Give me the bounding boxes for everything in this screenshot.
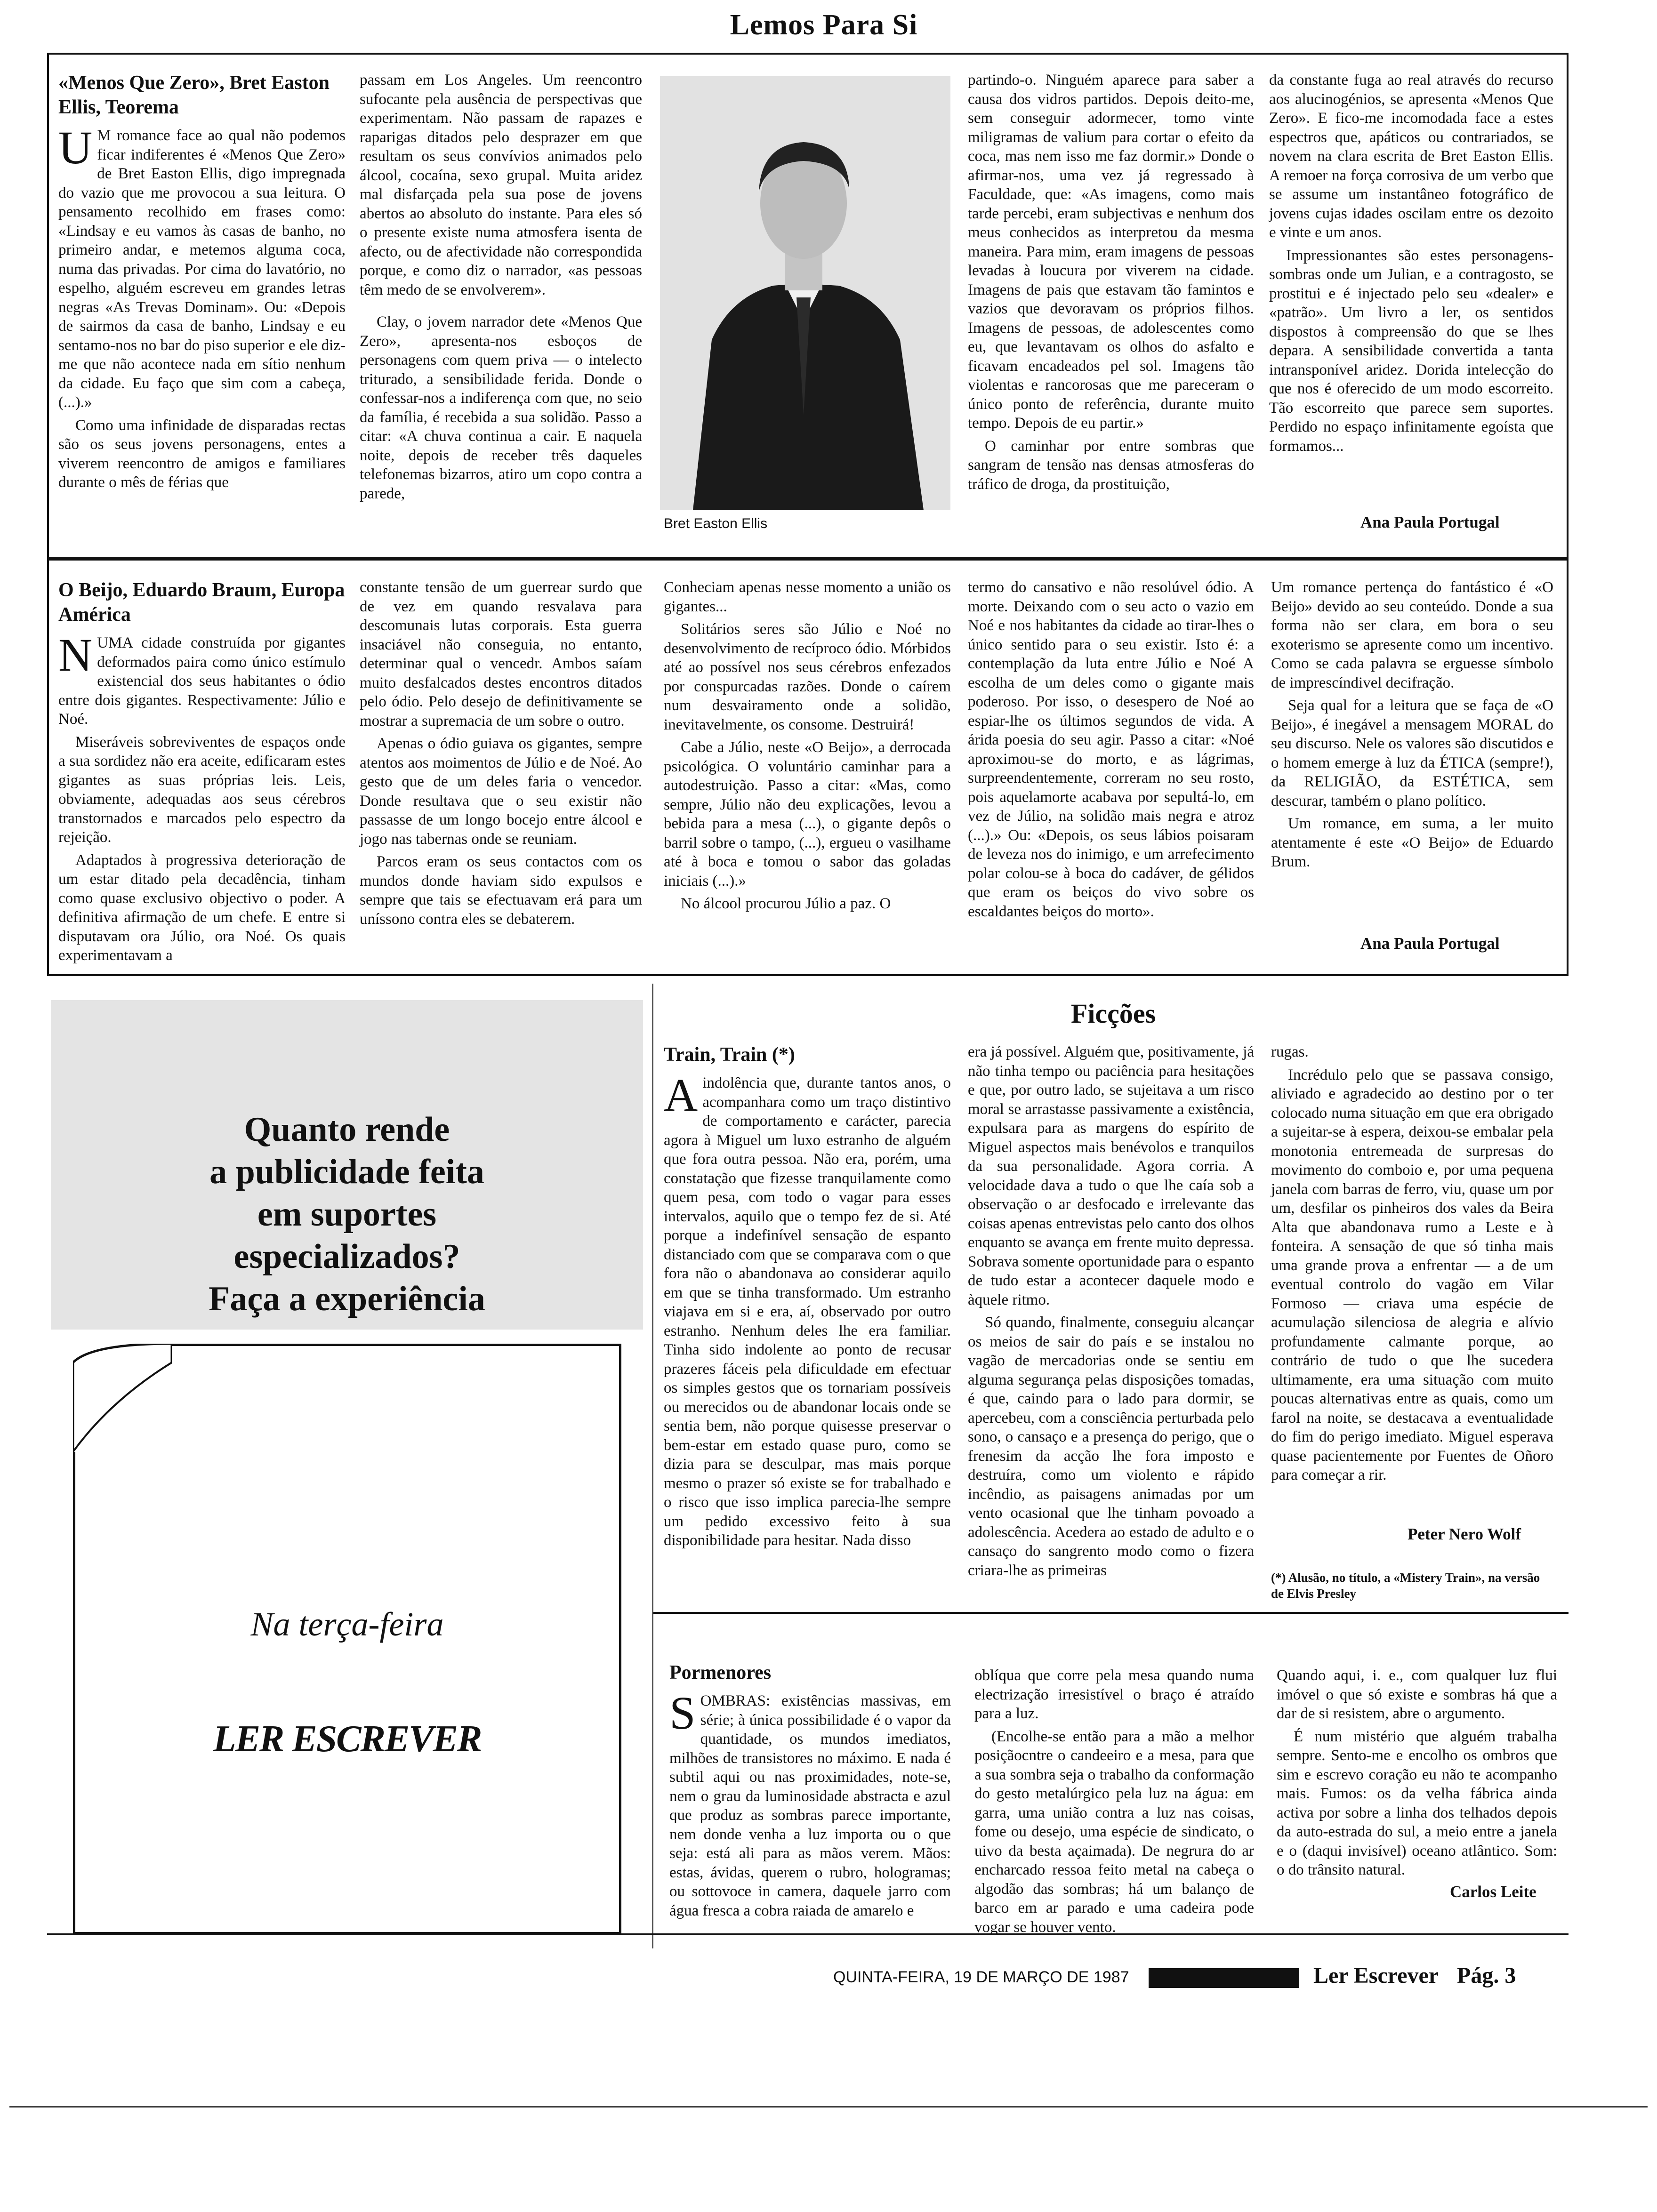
ficcoes-p4: rugas. — [1271, 1043, 1309, 1060]
article1-byline: Ana Paula Portugal — [1360, 513, 1500, 531]
page-curl-icon — [73, 1344, 172, 1452]
article1-col2 — [360, 71, 642, 507]
article1-p3: passam em Los Angeles. Um reencontro sufocante pela ausência de perspectivas que experimentam. Não passam de rapazes e raparigas ditados pelo desprazer em que resultam os seus convívios animados pelo álcool, cocaína, sexo grupal. Muita aridez mal disfarçada pela sua pose de jovens abertos ao absoluto do instante. Para eles só o presente existe numa atmosfera isenta de afecto, ou de afectividade não correspondida porque, e como diz o narrador, «as pessoas têm medo de se envolverem». — [360, 72, 642, 298]
article1-p8: Impressionantes são estes personagens-sombras onde um Julian, e a contragosto, se prostitui e é injectado pelo seu «dealer» e «patrão». Um livro a ler, os sentidos dispostos à compreensão do que se lhes depara. A sensibilidade convertida a tanta intransponível aridez. Dorida intelecção do que nos é oferecido de um modo escorreito. Tão escorreito que parece sem suportes. Perdido no espaço infinitamente egoísta que formamos... — [1269, 247, 1553, 455]
ad1-line4: especializados? — [233, 1237, 460, 1276]
pormenores-p3: (Encolhe-se então para a mão a melhor posiçãocntre o candeeiro e a mesa, para que a sua sombra seja o trabalho da conformação do gesto metalúrgico pela luz na água: em garra, uma união contra a luz nas coisas, fome ou desejo, uma espécie de sindicato, o uivo da besta açaimada). De negrura do ar encharcado ressoa feito metal na cabeça o algodão das sombras; há um balanço de barco em ar parado e uma cadeira pode vogar se houver vento. — [974, 1728, 1254, 1936]
pormenores-p5: É num mistério que alguém trabalha sempre. Sento-me e encolho os ombros que sim e escrevo coração eu não te acompanho mais. Fumos: os da velha fábrica ainda activa por sobre a linha dos telhados depois da auto-estrada do sul, a meio entre a janela e o (daqui invisível) oceano atlântico. Som: o do trânsito natural. — [1277, 1728, 1557, 1878]
article2-byline: Ana Paula Portugal — [1360, 934, 1500, 953]
author-portrait-image — [660, 76, 950, 510]
ad1-line3: em suportes — [257, 1195, 437, 1234]
ficcoes-p3: Só quando, finalmente, conseguiu alcançar os meios de sair do país e se instalou no vagão de mercadorias onde se sentiu em alguma segurança pelas disposições tomadas, é que, caindo para o lado para dormir, se apercebeu, com a consciência perturbada pelo sono, o cansaço e a presença do perigo, que o frenesim da acção lhe fora imposto e destruíra, como um violento e rápido incêndio, as paisagens animadas por um vento ocasional que lhe tinham povoado a adolescência. Acedera ao estado de adulto e o cansaço do sangrento modo como o fizera criara-lhe as primeiras — [968, 1314, 1254, 1579]
ficcoes-p2: era já possível. Alguém que, positivamente, já não tinha tempo ou paciência para hesitações e que, por outro lado, se sujeitava a um risco moral se arrastasse passivamente a existência, expulsara para as margens do espírito de Miguel aspectos mais benévolos e tranquilos da sua personalidade. Agora corria. A velocidade dava a tudo o que lhe caía sob a observação o ar desfocado e irrelevante das coisas apenas entrevistas pelo canto dos olhos enquanto se avança em frente muito depressa. Sobrava somente oportunidade para o espanto de tudo estar a acontecer daquele modo e àquele ritmo. — [968, 1043, 1254, 1308]
article1-p4: Clay, o jovem narrador dete «Menos Que Zero», apresenta-nos esboços de personagens com quem priva — o intelecto triturado, a sensibilidade ferida. Donde o confessar-nos a indiferença com que, no seio da família, é recebida a sua solidão. Passo a citar: «A chuva continua a cair. E naquela noite, depois de receber três daqueles telefonemas bizarros, atiro um copo contra a parede, — [360, 313, 642, 502]
article1-col4 — [968, 71, 1254, 497]
article2-p5: Apenas o ódio guiava os gigantes, sempre atentos aos moimentos de Júlio e de Noé. Ao gesto que de um deles faria o vencedor. Donde resultava que o seu existir não passasse de um longo bocejo entre álcool e jogo nas tabernas onde se reuniam. — [360, 735, 642, 848]
article1-p5: partindo-o. Ninguém aparece para saber a causa dos vidros partidos. Depois deito-me, sem conseguir adormecer, tomo vinte miligramas de valium para cortar o efeito da coca, mas nem isso me faz dormir.» Donde o afirmar-nos, uma vez já regressado à Faculdade, que: «As imagens, como mais tarde percebi, eram subjectivas e nenhum dos meus conhecidos as interpretou da mesma maneira. Para mim, eram imagens de pessoas levadas à loucura por viverem na cidade. Imagens de pais que estavam tão famintos e vazios que devoravam os próprios filhos. Imagens de pessoas, de adolescentes como eu, que levantavam os olhos do asfalto e ficavam encadeados pel sol. Imagens tão violentas e rancorosas que me pareceram o único ponto de referência, durante muito tempo. Depois de eu partir.» — [968, 72, 1254, 432]
footer-bar-decoration — [1149, 1968, 1299, 1988]
ficcoes-p1: indolência que, durante tantos anos, o acompanhara como um traço distintivo de comportamento e carácter, parecia agora à Miguel um luxo estranho de alguém que fora outra pessoa. Não era, porém, uma constatação que fizesse tranquilamente como quem pesa, com todo o vagar para esses intervalos, aquilo que o tempo fez de si. Até porque a indefinível sensação de espanto distanciado com que se comparava com o que fora não o abandonava ao considerar aquilo em que se tinha transformado. Um estranho viajava em si e era, aí, observado por outro estranho. Nenhum deles lhe era familiar. Tinha sido indolente ao ponto de recusar prazeres fáceis pela dificuldade em efectuar os simples gestos que os tornariam possíveis ou merecidos ou de abandonar locais onde se sentia bem, não porque quisesse preservar o bem-estar em estado quase puro, como se dizia para se desculpar, mas mais porque mesmo o prazer só existe se for trabalhado e o risco que isso implica parecia-lhe sempre um pedido excessivo feito à sua disponibilidade para hesitar. Nada disso — [664, 1074, 951, 1549]
ficcoes-col1 — [664, 1042, 951, 1554]
article2-p11: termo do cansativo e não resolúvel ódio. A morte. Deixando com o seu acto o vazio em Noé e nos habitantes da cidade ao tirar-lhes o único sentido para o seu existir. Isto é: a contemplação da luta entre Júlio e Noé A escolha de um deles como o gigante mais poderoso. Por isso, o desespero de Noé ao espiar-lhe os últimos segundos de vida. A árida poesia do seu agir. Passo a citar: «Noé aproximou-se do morto, e as lágrimas, surpreendentemente, correram no seu rosto, pois aquelamorte acabava por sepultá-lo, em vez de Júlio, na solidão mais negra e atroz (...).» Ou: «Depois, os seus lábios poisaram de leveza nos do inimigo, e um arrefecimento polar colou-se à boca do cadáver, de gélidos que eram os beiços do vivo sobre os escaldantes beiços do morto». — [968, 579, 1254, 920]
article2-col2 — [360, 578, 642, 932]
article1-col1 — [58, 71, 346, 496]
footer-section: Ler Escrever — [1313, 1963, 1439, 1988]
article2-p14: Um romance, em suma, a ler muito atentamente é este «O Beijo» de Eduardo Brum. — [1271, 815, 1553, 870]
ficcoes-byline: Peter Nero Wolf — [1408, 1525, 1521, 1543]
ficcoes-headline: Train, Train (*) — [664, 1044, 795, 1066]
author-photo — [660, 76, 950, 510]
pormenores-col2 — [974, 1666, 1254, 1940]
article2-col4 — [968, 578, 1254, 925]
article2-col1 — [58, 578, 346, 969]
article2-col5 — [1271, 578, 1553, 875]
article2-p1: UMA cidade construída por gigantes deformados paira como único estímulo existencial dos seus habitantes o ódio entre dois gigantes. Respectivamente: Júlio e Noé. — [58, 634, 346, 728]
ad-publicidade — [51, 1000, 643, 1330]
article1-col5 — [1269, 71, 1553, 459]
pormenores-dropcap: S — [669, 1687, 696, 1739]
article1-p6: O caminhar por entre sombras que sangram de tensão nas densas atmosferas do tráfico de droga, da prostituição, — [968, 437, 1254, 493]
ficcoes-dropcap: A — [664, 1069, 698, 1121]
pormenores-col1 — [669, 1660, 951, 1924]
photo-caption: Bret Easton Ellis — [664, 516, 768, 531]
page-bottom-rule — [9, 2106, 1648, 2108]
pormenores-col3 — [1277, 1666, 1557, 1883]
article2-p4: constante tensão de um guerrear surdo que de vez em quando resvalava para descomunais lutas corporais. Esta guerra insaciável não conseguia, no entanto, determinar qual o vencedr. Ambos saíam muito desfalcados destes encontros ditados pelo ódio. Pelo desejo de definitivamente se mostrar a supremacia de um sobre o outro. — [360, 579, 642, 729]
article1-p2: Como uma infinidade de disparadas rectas são os seus jovens personagens, entes a viverem reencontro de amigos e familiares durante o mês de férias que — [58, 417, 346, 491]
masthead — [612, 4, 1036, 51]
article1-headline: «Menos Que Zero», Bret Easton Ellis, Teorema — [58, 72, 330, 118]
ad1-line2: a publicidade feita — [209, 1153, 484, 1191]
article2-p12: Um romance pertença do fantástico é «O Beijo» devido ao seu conteúdo. Donde a sua forma não ser clara, em bora o seu exoterismo se apresente como um incentivo. Como se cada palavra se erguesse símbolo de imprescíndivel decifração. — [1271, 579, 1553, 691]
article2-p8: Solitários seres são Júlio e Noé no desenvolvimento de recíproco ódio. Mórbidos até ao possível nos seus cérebros enfezados por conspurcadas razões. Donde o caírem num desvairamento onde a solidão, inevitavelmente, os consome. Destruirá! — [664, 621, 951, 733]
pormenores-headline: Pormenores — [669, 1662, 772, 1683]
ficcoes-p5: Incrédulo pelo que se passava consigo, aliviado e agradecido ao destino por o ter colocado numa situação em que era obrigado a sujeitar-se à espera, deixou-se embalar pela monotonia entremeada de surpresas do movimento do comboio e, por uma pequena janela com barras de ferro, viu, quase um por um, desfilar os pinheiros dos vales da Beira Alta que abandonava rumo a Leste e à fonteira. A sensação de que só tinha mais uma grande prova a enfrentar — a de um eventual controlo do vagão em Vilar Formoso — criava uma espécie de acumulação silenciosa de alegria e alívio profundamente calmante porque, ao contrário de tudo o que lhe sucedera ultimamente, era uma situação com muito poucas alternativas entre as quais, como um farol na noite, se destacava a eventualidade do fim do perigo imediato. Miguel esperava quase pacientemente por Fuentes de Oñoro para começar a rir. — [1271, 1066, 1553, 1483]
article2-p6: Parcos eram os seus contactos com os mundos donde haviam sido expulsos e sempre que tais se efectuavam erá para um uníssono contra eles se debaterem. — [360, 853, 642, 928]
footer — [800, 1963, 1572, 1996]
ad-ler-escrever — [73, 1344, 621, 1934]
article1-p7: da constante fuga ao real através do recurso aos alucinogénios, se apresenta «Menos Que Zero». E fico-me incomodada face a estes espectros que, apáticos ou contrariados, se novem na clara escrita de Bret Easton Ellis. A remoer na força corrosiva de um verbo que se assume um instantâneo fotográfico de jovens cujas idades oscilam entre os dezoito e vinte e um anos. — [1269, 72, 1553, 241]
article1-p1: M romance face ao qual não podemos ficar indiferentes é «Menos Que Zero» de Bret Easton Ellis, digo impregnada do vazio que me provocou a sua leitura. O pensamento recolhido em frases como: «Lindsay e eu vamos às casas de banho, no primeiro andar, e metemos alguma coca, numa das privadas. Por cima do lavatório, no espelho, alguém escreveu em grandes letras negras «As Trevas Dominam». Ou: «Depois de sairmos da casa de banho, Lindsay e eu sentamo-nos no bar do piso superior e ele diz-me que não acontece nada em sítio nenhum da cidade. Eu faço que sim com a cabeça, (...).» — [58, 127, 346, 411]
article2-p10: No álcool procurou Júlio a paz. O — [681, 895, 891, 912]
ficcoes-bottom-rule — [653, 1612, 1569, 1614]
article1-dropcap: U — [58, 121, 93, 174]
footer-date: QUINTA-FEIRA, 19 DE MARÇO DE 1987 — [833, 1968, 1129, 1986]
ad1-line5: Faça a experiência — [209, 1280, 485, 1318]
pormenores-p1: OMBRAS: existências massivas, em série; à única possibilidade é o vapor da quantidade, os mundos imediatos, milhões de transistores no máximo. E nada é subtil aqui ou nas proximidades, note-se, nem o grau da luminosidade abstracta e azul que produz as sombras parece importante, nem donde venha a luz importa ou o que seja: está ali para as mãos verem. Mãos: estas, ávidas, querem o rubro, hologramas; ou sottovoce in camera, daquele jarro com água fresca a cobra raiada de amarelo e — [669, 1692, 951, 1919]
article2-p7: Conheciam apenas nesse momento a união os gigantes... — [664, 579, 951, 615]
ficcoes-footnote: (*) Alusão, no título, a «Mistery Train», na versão de Elvis Presley — [1271, 1571, 1540, 1601]
article2-p3: Adaptados à progressiva deterioração de um estar ditado pela decadência, tinham como quase exclusivo objectivo o poder. A definitiva afirmação de um chefe. E entre si disputavam ora Júlio, ora Noé. Os quais experimentavam a — [58, 851, 346, 964]
article2-p2: Miseráveis sobreviventes de espaços onde a sua sordidez não era aceite, edificaram estes gigantes as suas próprias leis. Leis, obviamente, adequadas aos seus cérebros transtornados e marcados pelo espectro da rejeição. — [58, 733, 346, 846]
article2-col3 — [664, 578, 951, 917]
lower-divider-vertical — [652, 984, 653, 1948]
article2-p13: Seja qual for a leitura que se faça de «O Beijo», é inegável a mensagem MORAL do seu discurso. Nele os valores são discutidos e o homem emerge à luz da ÉTICA (sempre!), da RELIGIÃO, da ESTÉTICA, sem descurar, também o plano político. — [1271, 697, 1553, 809]
pormenores-p4: Quando aqui, i. e., com qualquer luz flui imóvel o que só existe e sombras há que a dar de si resistem, abre o argumento. — [1277, 1667, 1557, 1722]
ficcoes-col2 — [968, 1042, 1254, 1584]
ad2-logo: LER ESCREVER — [213, 1718, 482, 1760]
article2-dropcap: N — [58, 629, 93, 681]
ad1-line1: Quanto rende — [244, 1110, 450, 1149]
article2-p9: Cabe a Júlio, neste «O Beijo», a derrocada psicológica. O voluntário caminhar para a autodestruição. Passo a citar: «Mas, como sempre, Júlio não deu explicações, levou a bebida para a mesa (...), o gigante depôs o barril sobre o tampo, (...), ergueu o vasilhame até à boca e tomou o sabor das goladas iniciais (...).» — [664, 739, 951, 890]
ad2-tagline: Na terça-feira — [250, 1605, 444, 1643]
ficcoes-col3 — [1271, 1042, 1553, 1489]
pormenores-p2: oblíqua que corre pela mesa quando numa electrização irresistível o braço é atraído para a luz. — [974, 1667, 1254, 1722]
lower-frame-bottom — [47, 1933, 1569, 1935]
pormenores-byline: Carlos Leite — [1450, 1883, 1536, 1901]
masthead-title: Lemos Para Si — [730, 9, 918, 41]
footer-page: Pág. 3 — [1457, 1963, 1516, 1988]
ficcoes-section-title: Ficções — [1070, 998, 1156, 1029]
article2-headline: O Beijo, Eduardo Braum, Europa América — [58, 579, 345, 625]
